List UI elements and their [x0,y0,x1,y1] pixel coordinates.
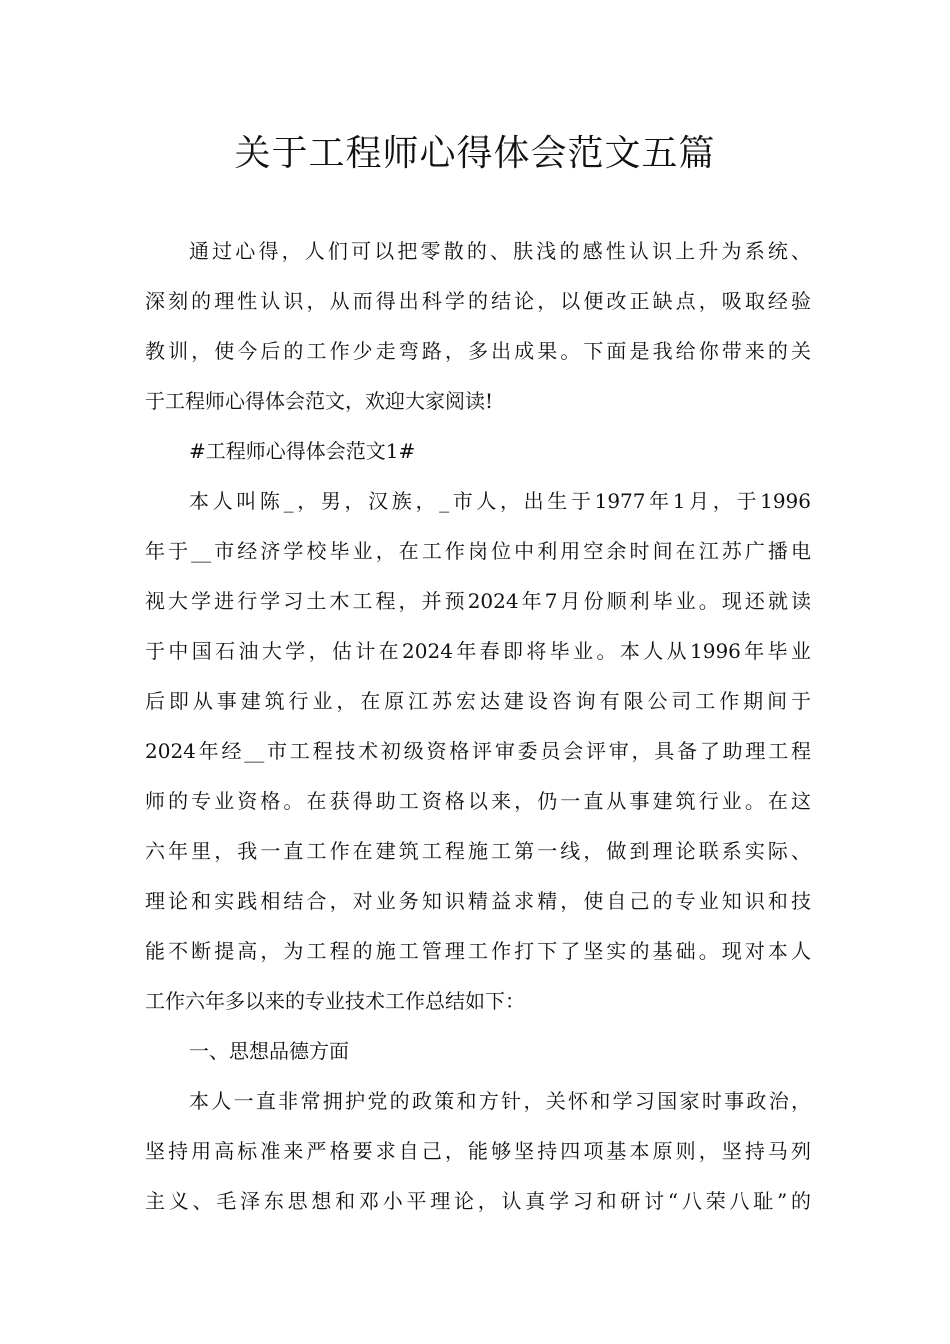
text-line: 于中国石油大学，估计在2024年春即将毕业。本人从1996年毕业 [145,639,811,663]
text-line: 教训，使今后的工作少走弯路，多出成果。下面是我给你带来的关 [145,339,811,363]
text-line: 视大学进行学习土木工程，并预2024年7月份顺利毕业。现还就读 [145,589,811,613]
text-line: 坚持用高标准来严格要求自己，能够坚持四项基本原则，坚持马列 [145,1139,811,1163]
document-body [145,226,811,1226]
text-line: 本人一直非常拥护党的政策和方针，关怀和学习国家时事政治， [189,1089,811,1113]
text-line: 年于__市经济学校毕业，在工作岗位中利用空余时间在江苏广播电 [145,539,811,563]
text-line: 通过心得，人们可以把零散的、肤浅的感性认识上升为系统、 [189,239,811,263]
text-line: 六年里，我一直工作在建筑工程施工第一线，做到理论联系实际、 [145,839,811,863]
text-line: 深刻的理性认识，从而得出科学的结论，以便改正缺点，吸取经验 [145,289,811,313]
text-line: #工程师心得体会范文1# [189,439,416,463]
text-line: 师的专业资格。在获得助工资格以来，仍一直从事建筑行业。在这 [145,789,811,813]
text-line: 主义、毛泽东思想和邓小平理论，认真学习和研讨“八荣八耻”的 [145,1189,811,1213]
text-line: 后即从事建筑行业，在原江苏宏达建设咨询有限公司工作期间于 [145,689,811,713]
document-title: 关于工程师心得体会范文五篇 [234,133,716,174]
text-line: 工作六年多以来的专业技术工作总结如下： [145,989,525,1013]
text-line: 于工程师心得体会范文，欢迎大家阅读! [145,389,494,413]
text-line: 理论和实践相结合，对业务知识精益求精，使自己的专业知识和技 [145,889,811,913]
text-line: 2024年经__市工程技术初级资格评审委员会评审，具备了助理工程 [145,739,811,763]
text-line: 能不断提高，为工程的施工管理工作打下了坚实的基础。现对本人 [145,939,811,963]
text-line: 一、思想品德方面 [189,1039,349,1063]
text-line: 本人叫陈_，男，汉族，_市人，出生于1977年1月，于1996 [189,489,811,513]
